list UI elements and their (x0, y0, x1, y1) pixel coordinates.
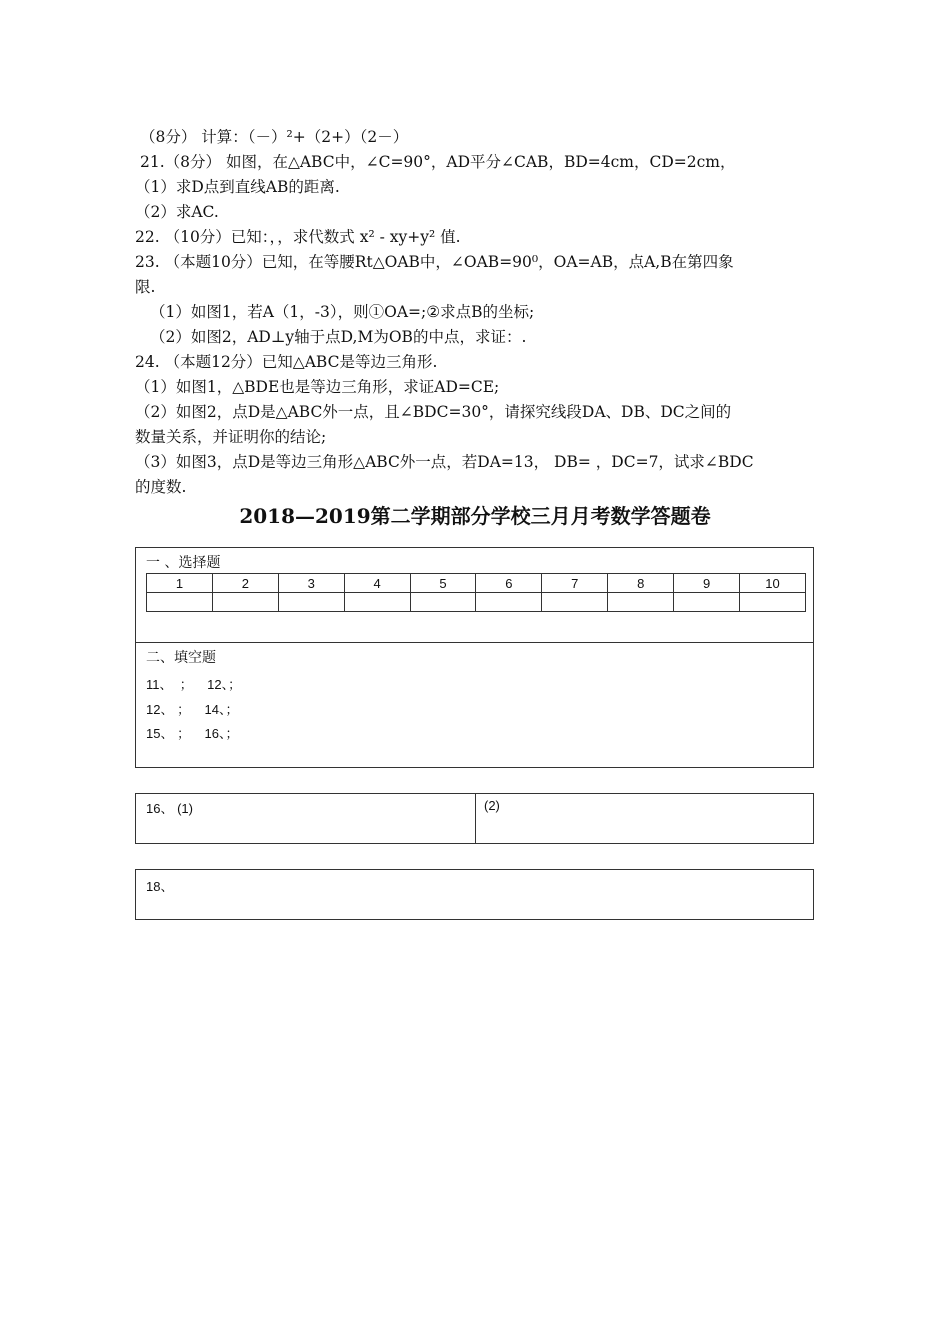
choice-answer-cell[interactable] (608, 593, 674, 612)
choice-number: 7 (542, 574, 608, 593)
fill-row-1: 11、 ； 12、； (146, 677, 242, 692)
q16-part1-label: 16、 (1) (146, 801, 193, 816)
choice-number: 9 (674, 574, 740, 593)
question-21-title: 21.（8分） 如图，在△ABC中，∠C=90°，AD平分∠CAB，BD=4cm，CD=2cm， (140, 153, 736, 171)
fill-row-3: 15、 ； 16、； (146, 726, 239, 741)
section-fill-label: 二、填空题 (146, 650, 216, 666)
question-23-line1: 23. （本题10分）已知，在等腰Rt△OAB中，∠OAB=90⁰，OA=AB，点A,B在第四象 (135, 253, 734, 271)
choice-number: 6 (476, 574, 542, 593)
choice-number: 1 (147, 574, 213, 593)
question-24-part3-line1: （3）如图3，点D是等边三角形△ABC外一点，若DA=13， DB= ，DC=7，试求∠BDC (135, 453, 754, 471)
answer-box-q16 (135, 793, 814, 844)
choice-answer-cell[interactable] (410, 593, 476, 612)
choice-number: 2 (212, 574, 278, 593)
choice-answer-cell[interactable] (542, 593, 608, 612)
question-24-title: 24. （本题12分）已知△ABC是等边三角形. (135, 353, 438, 371)
choice-answer-cell[interactable] (476, 593, 542, 612)
choice-answer-cell[interactable] (344, 593, 410, 612)
choice-answer-cell[interactable] (278, 593, 344, 612)
question-24-part1: （1）如图1，△BDE也是等边三角形，求证AD=CE; (135, 378, 500, 396)
answer-sheet-title: 2018—2019第二学期部分学校三月月考数学答题卷 (239, 504, 711, 528)
choice-answer-cell[interactable] (674, 593, 740, 612)
choice-number: 8 (608, 574, 674, 593)
section-divider (136, 642, 813, 643)
question-24-part2-line2: 数量关系，并证明你的结论; (135, 428, 327, 446)
choice-answer-row (147, 593, 806, 612)
section-choice-label: 一 、选择题 (146, 555, 221, 571)
q16-divider (475, 794, 476, 843)
question-24-part2-line1: （2）如图2，点D是△ABC外一点，且∠BDC=30°，请探究线段DA、DB、DC之间的 (135, 403, 732, 421)
question-20: （8分） 计算：（－）²+（2+）（2－） (140, 128, 409, 146)
answer-box-main (135, 547, 814, 768)
answer-box-q18 (135, 869, 814, 920)
choice-number-row (147, 574, 806, 593)
q16-part2-label: (2) (484, 798, 500, 813)
choice-answer-cell[interactable] (212, 593, 278, 612)
q18-label: 18、 (146, 879, 174, 894)
choice-answer-grid (146, 573, 806, 612)
question-21-part2: （2）求AC. (135, 203, 219, 221)
question-24-part3-line2: 的度数. (135, 478, 187, 496)
question-23-line2: 限. (135, 278, 156, 296)
question-22: 22. （10分）已知：，，求代数式 x² - xy+y² 值. (135, 228, 461, 246)
question-23-part2: （2）如图2，AD⊥y轴于点D,M为OB的中点，求证：. (150, 328, 527, 346)
choice-number: 3 (278, 574, 344, 593)
question-21-part1: （1）求D点到直线AB的距离. (135, 178, 340, 196)
choice-number: 5 (410, 574, 476, 593)
choice-number: 10 (740, 574, 806, 593)
question-23-part1: （1）如图1，若A（1，-3），则①OA=;②求点B的坐标; (150, 303, 535, 321)
choice-answer-cell[interactable] (147, 593, 213, 612)
choice-answer-cell[interactable] (740, 593, 806, 612)
choice-number: 4 (344, 574, 410, 593)
fill-row-2: 12、 ； 14、； (146, 702, 239, 717)
